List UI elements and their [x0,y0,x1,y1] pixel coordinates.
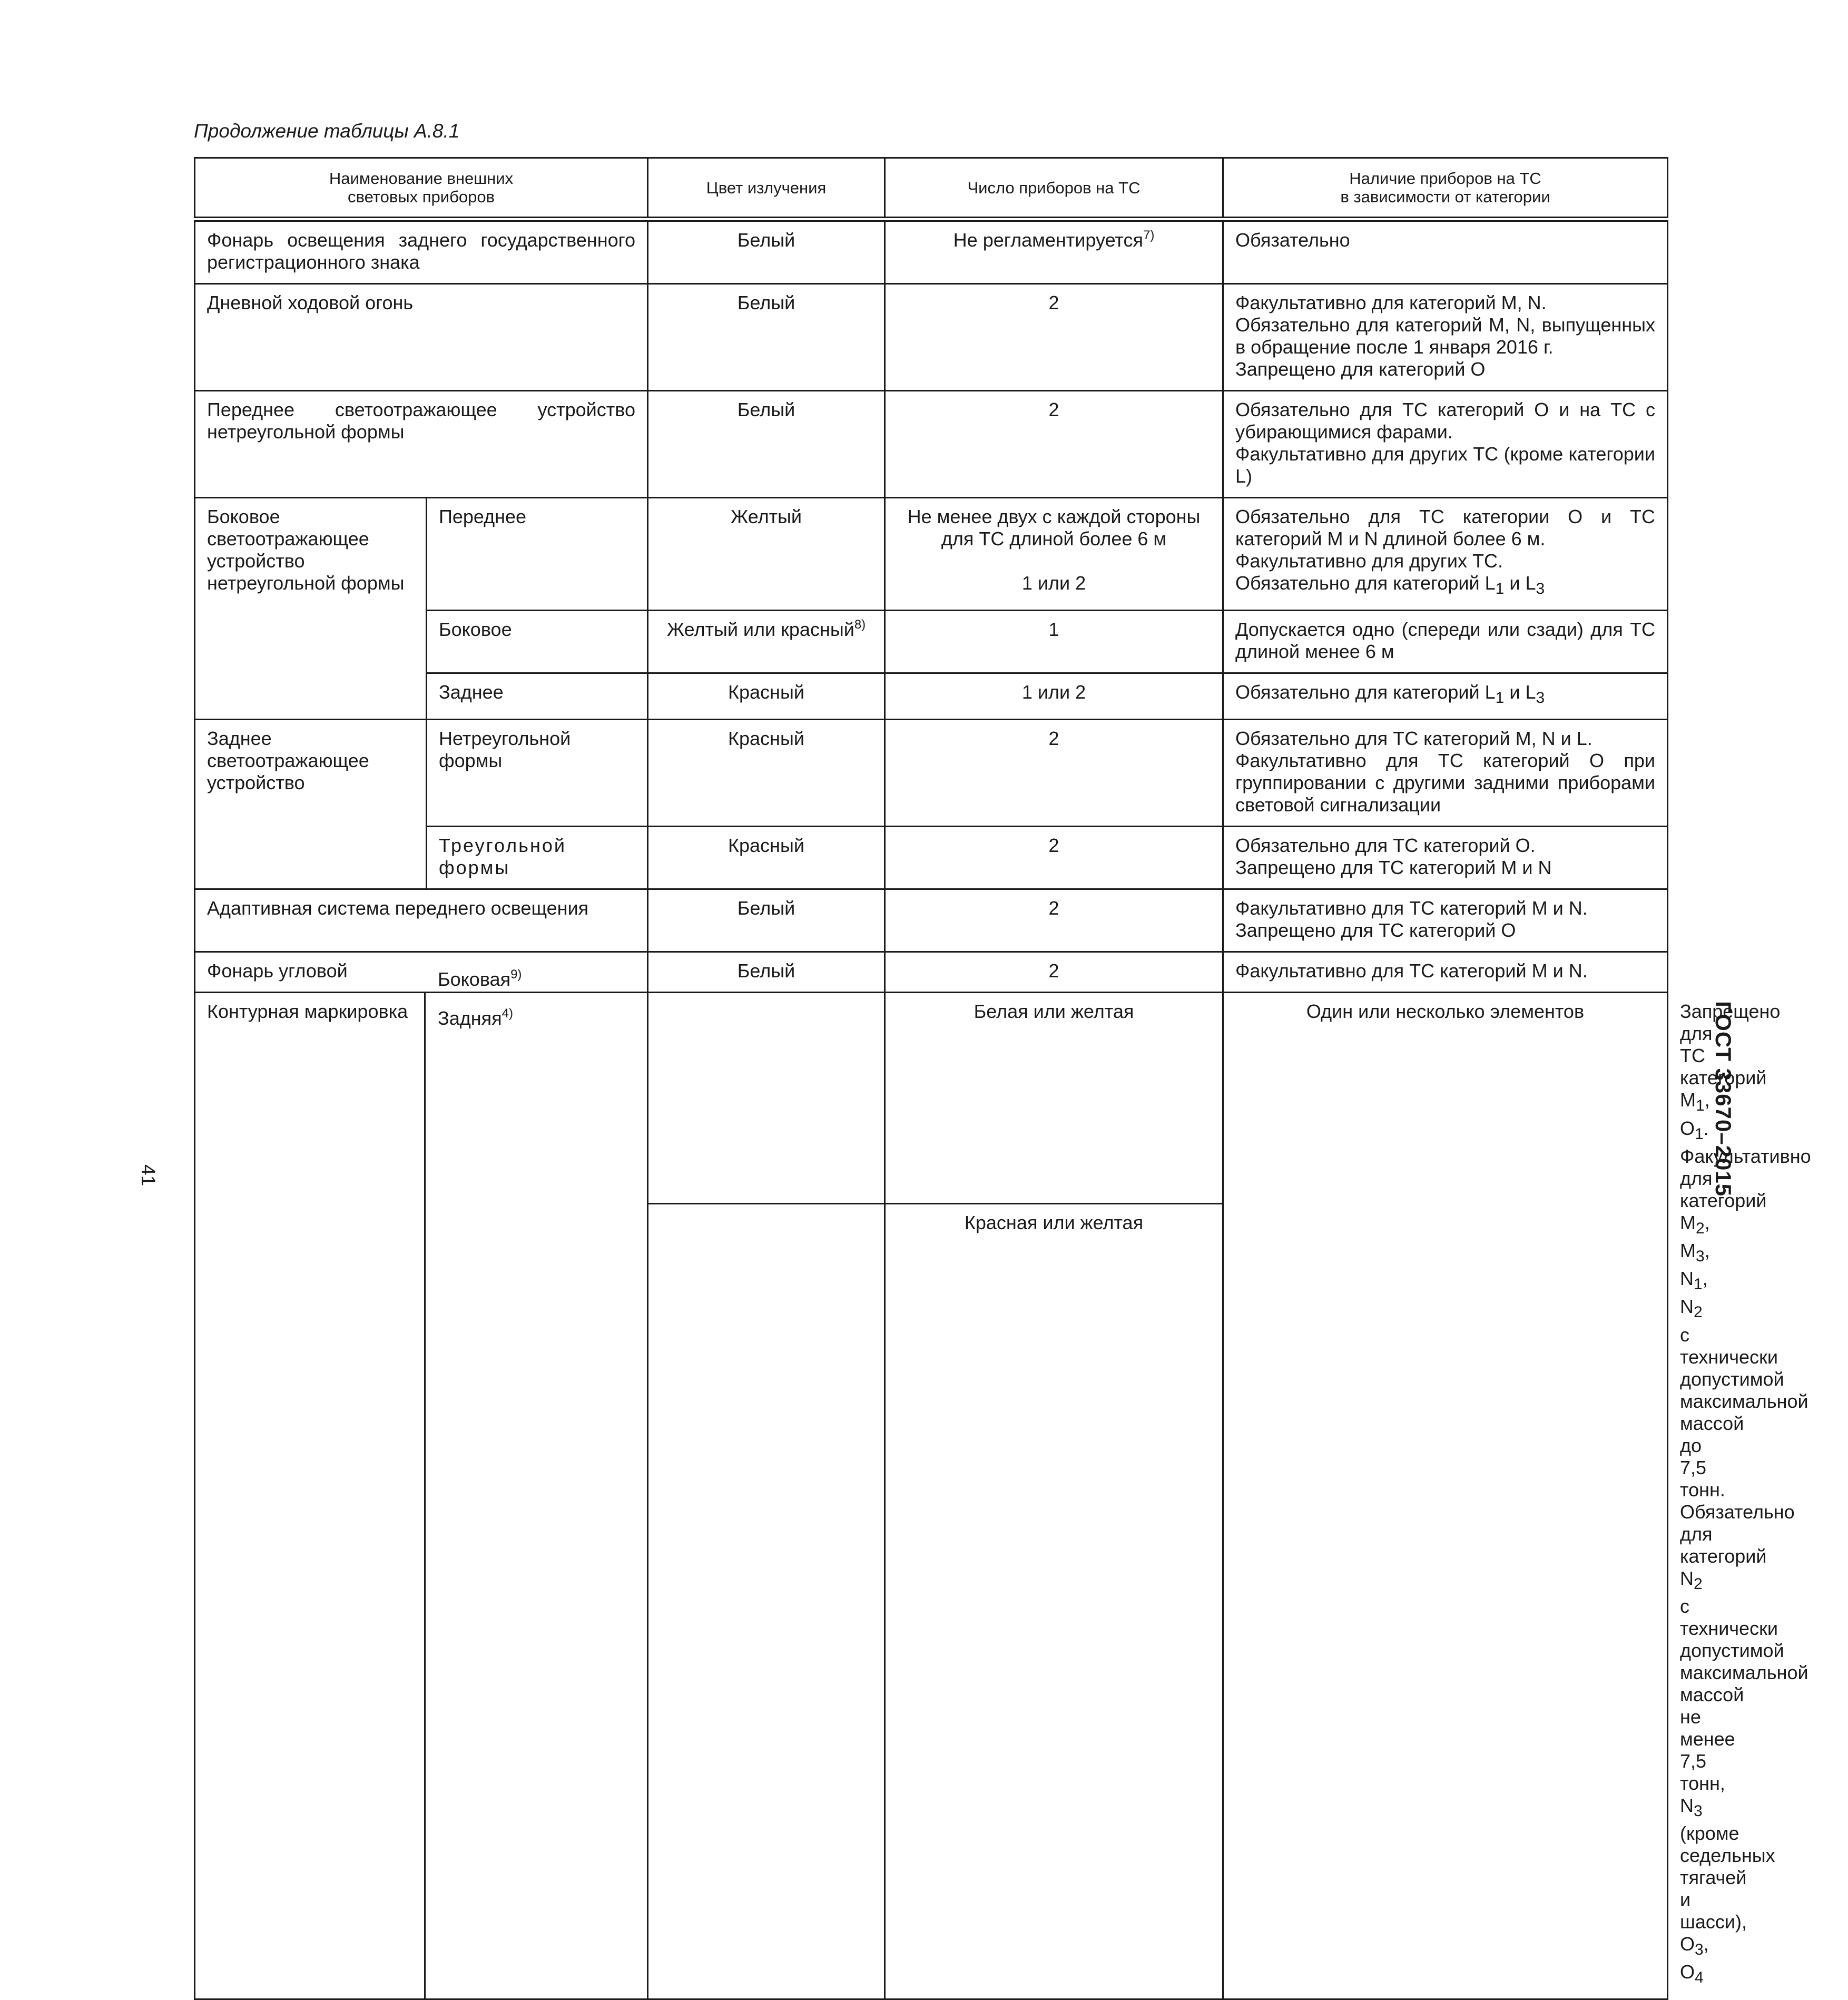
device-count: Один или несколько элементов [1223,993,1668,1999]
presence-requirement: Обязательно для ТС категории О и ТС категорий М и N длиной более 6 м. Факультативно для других ТС. Обязательно для категорий $L_1$ и $L_3$ [1223,498,1668,611]
emission-color: Красный [648,827,885,889]
presence-requirement: Обязательно для ТС категорий О и на ТС с убирающимися фарами. Факультативно для других ТС (кроме категории L) [1223,391,1668,498]
device-name: Фонарь угловой [195,952,648,993]
device-name: Контурная маркировка [195,993,648,1999]
header-device-name: Наименование внешних световых приборов [195,158,648,220]
table-row [195,391,1668,498]
table-row [195,284,1668,391]
emission-color: Желтый [648,498,885,611]
presence-requirement: Факультативно для категорий М, N. Обязательно для категорий М, N, выпущенных в обращение после 1 января 2016 г. Запрещено для категорий О [1223,284,1668,391]
emission-color: Красная или желтая [885,1204,1223,1999]
page-number: 41 [137,1164,159,1187]
device-name: Боковое светоотражающее устройство нетреугольной формы [195,498,427,720]
header-count: Число приборов на ТС [885,158,1223,220]
device-count: Не менее двух с каждой стороны для ТС длиной более 6 м 1 или 2 [885,498,1223,611]
device-name: Фонарь освещения заднего государственного регистрационного знака [195,219,648,284]
contour-subtype-rear: Задняя$^{4)}$ [438,1006,513,1029]
device-count: 2 [885,827,1223,889]
device-subtype: Заднее [427,673,648,720]
table-row [195,498,1668,611]
emission-color [648,993,885,1204]
table-header-row [195,158,1668,220]
device-count: 2 [885,720,1223,827]
device-count: 2 [885,952,1223,993]
device-count: Не регламентируется$^{7)}$ [885,219,1223,284]
device-count: 2 [885,889,1223,952]
presence-requirement: Обязательно [1223,219,1668,284]
presence-requirement: Обязательно для категорий $L_1$ и $L_3$ [1223,673,1668,720]
emission-color: Белая или желтая [885,993,1223,1204]
emission-color: Белый [648,952,885,993]
device-name: Переднее светоотражающее устройство нетреугольной формы [195,391,648,498]
table-row [195,720,1668,827]
table-row [195,889,1668,952]
emission-color: Красный [648,673,885,720]
presence-requirement: Обязательно для ТС категорий О. Запрещено для ТС категорий М и N [1223,827,1668,889]
device-subtype: Треугольной формы [427,827,648,889]
table-caption: Продолжение таблицы А.8.1 [194,120,460,142]
contour-subtype-side: Боковая$^{9)}$ [438,967,522,990]
presence-requirement: Обязательно для ТС категорий М, N и L. Факультативно для ТС категорий О при группировании с другими задними приборами световой сигнализации [1223,720,1668,827]
device-count: 2 [885,391,1223,498]
emission-color: Белый [648,219,885,284]
device-subtype: Боковое [427,611,648,673]
device-name: Заднее светоотражающее устройство [195,720,427,889]
table-row [195,952,1668,993]
device-subtype: Переднее [427,498,648,611]
table-row [195,219,1668,284]
emission-color: Белый [648,889,885,952]
emission-color: Белый [648,391,885,498]
device-count: 2 [885,284,1223,391]
header-color: Цвет излучения [648,158,885,220]
presence-requirement: Допускается одно (спереди или сзади) для ТС длиной менее 6 м [1223,611,1668,673]
emission-color: Красный [648,720,885,827]
device-name: Дневной ходовой огонь [195,284,648,391]
device-subtype: Нетреугольной формы [427,720,648,827]
device-count: 1 [885,611,1223,673]
emission-color: Белый [648,284,885,391]
presence-requirement: Факультативно для ТС категорий М и N. Запрещено для ТС категорий О [1223,889,1668,952]
device-count: 1 или 2 [885,673,1223,720]
emission-color: Желтый или красный$^{8)}$ [648,611,885,673]
header-presence: Наличие приборов на ТС в зависимости от категории [1223,158,1668,220]
presence-requirement: Факультативно для ТС категорий М и N. [1223,952,1668,993]
device-name: Адаптивная система переднего освещения [195,889,648,952]
document-code: ГОСТ 33670–2015 [1711,1001,1736,1197]
table-row: Контурная маркировка Белая или желтая Один или несколько элементов Запрещено для ТС категорий $М_1$, $О_1$. Факультативно для категорий $М_2$, $М_3$, $N_1$, $N_2$ с технически допустимой максимальной массой до 7,5 тонн. Обязательно для категорий $N_2$ с технически допустимой максимальной массой не менее 7,5 тонн, $N_3$ (кроме седельных тягачей и шасси), $О_3$, $О_4$ [195,993,1668,1204]
emission-color [648,1204,885,1999]
